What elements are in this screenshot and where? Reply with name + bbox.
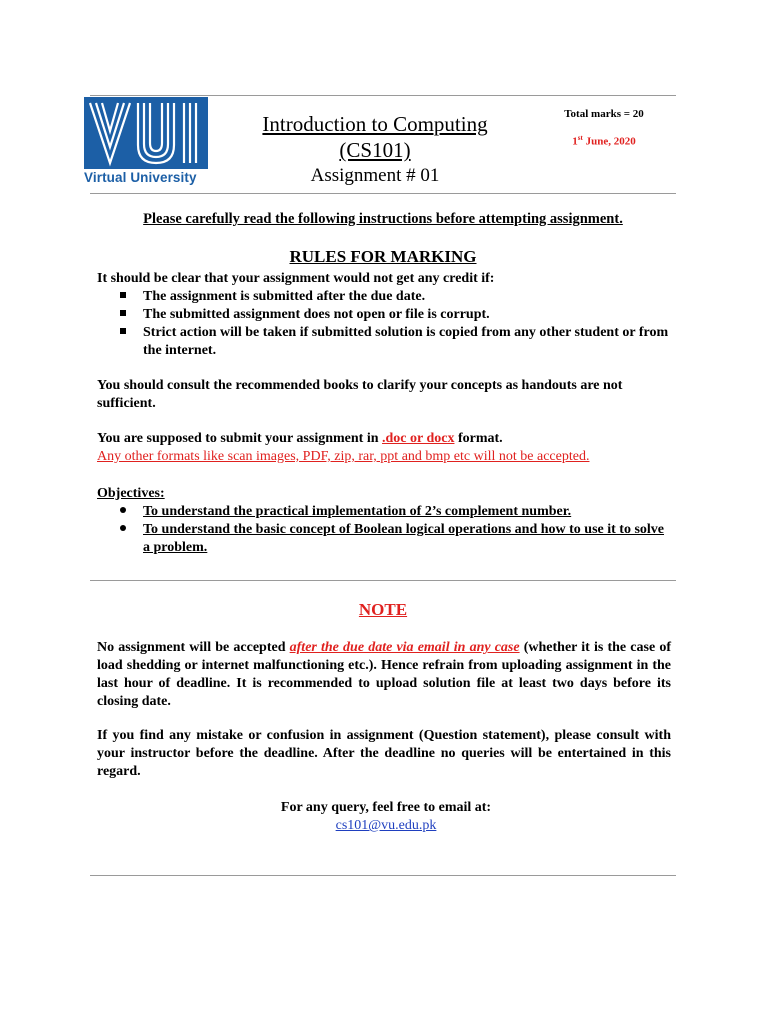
format-warning: Any other formats like scan images, PDF, zip, rar, ppt and bmp etc will not be accepted. [97, 449, 590, 464]
objectives-list [118, 503, 674, 557]
rule-text: The submitted assignment does not open or file is corrupt. [143, 307, 490, 322]
rules-intro: It should be clear that your assignment would not get any credit if: [97, 271, 495, 286]
bullet-square [120, 306, 134, 324]
format-paragraph [97, 430, 675, 448]
objective-text: To understand the practical implementation of 2’s complement number. [143, 504, 572, 519]
date-suffix: st [577, 134, 583, 142]
note-paragraph-2: If you find any mistake or confusion in assignment (Question statement), please consult with your instructor before the deadline. After the deadline no queries will be entertained in this regard. [97, 728, 671, 779]
objectives-heading: Objectives: [97, 486, 165, 501]
bullet-dot [120, 521, 134, 539]
top-rule [90, 95, 676, 96]
assignment-date [540, 134, 668, 148]
email-link[interactable]: cs101@vu.edu.pk [335, 818, 437, 833]
course-code: (CS101) [339, 138, 411, 162]
format-highlight: .doc or docx [382, 431, 455, 446]
date-rest: June, 2020 [582, 135, 636, 148]
total-marks: Total marks = 20 [564, 108, 644, 120]
instructions-heading: Please carefully read the following instructions before attempting assignment. [143, 211, 623, 227]
note-rest: (whether it is the case of load shedding or internet malfunctioning etc.). Hence refrain from uploading assignment in the last hour of deadline. It is recommended to upload solution file at least two days before its closing date. [97, 640, 671, 709]
vu-logo-mark [84, 97, 208, 169]
bullet-square [120, 324, 134, 342]
rule-text: Strict action will be taken if submitted solution is copied from any other student or from the internet. [143, 325, 669, 358]
note-heading: NOTE [358, 600, 408, 619]
course-title: Introduction to Computing [262, 112, 488, 136]
rule-text: The assignment is submitted after the due date. [143, 289, 426, 304]
bullet-dot [120, 503, 134, 521]
consult-paragraph: You should consult the recommended books to clarify your concepts as handouts are not sufficient. [97, 378, 623, 411]
format-suffix: format. [454, 431, 503, 446]
date-day: 1 [572, 135, 578, 148]
header-rule [90, 193, 676, 194]
list-item [118, 503, 674, 521]
list-item [118, 288, 674, 306]
logo-caption: Virtual University [84, 170, 197, 185]
note-highlight: after the due date via email in any case [289, 640, 520, 655]
note-paragraph-1 [97, 639, 671, 711]
objective-text: To understand the basic concept of Boolean logical operations and how to use it to solve a problem. [143, 522, 665, 555]
rules-heading: RULES FOR MARKING [289, 247, 477, 266]
list-item [118, 324, 674, 360]
rules-list [118, 288, 674, 360]
list-item [118, 306, 674, 324]
query-text: For any query, feel free to email at: [280, 800, 492, 815]
assignment-number: Assignment # 01 [310, 165, 440, 186]
note-prefix: No assignment will be accepted [97, 640, 290, 655]
bullet-square [120, 288, 134, 306]
vu-logo [84, 97, 210, 189]
format-prefix: You are supposed to submit your assignment in [97, 431, 382, 446]
list-item [118, 521, 674, 557]
bottom-rule [90, 875, 676, 876]
mid-rule [90, 580, 676, 581]
email-line [97, 817, 675, 835]
